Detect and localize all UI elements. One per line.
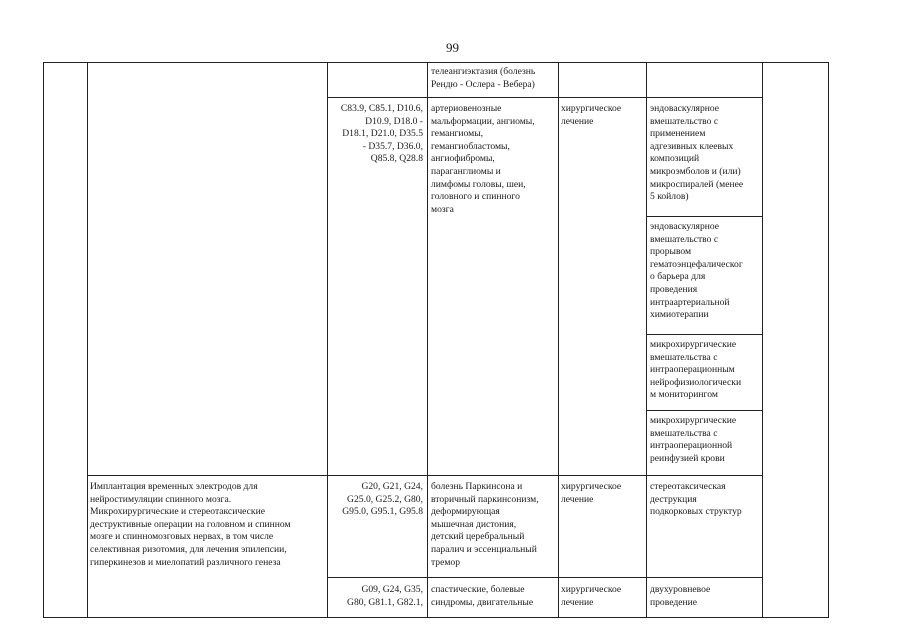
column-divider [87, 62, 88, 618]
method-cell: микрохирургические вмешательства с интраоперационным нейрофизиологически м мониторингом [650, 339, 742, 401]
icd-codes-cell: C83.9, C85.1, D10.6, D10.9, D18.0 - D18.1, D21.0, D35.5 - D35.7, D36.0, Q85.8, Q28.8 [340, 103, 423, 165]
method-cell: эндоваскулярное вмешательство с применением адгезивных клеевых композиций микроэмболов и (или) микроспиралей (менее 5 койлов) [650, 103, 744, 203]
procedure-group-cell: Имплантация временных электродов для нейростимуляции спинного мозга. Микрохирургические и стереотаксические деструктивные операции на головном и спинном мозге и спинномозговых нервах, в том числе селективная ризотомия, для лечения эпилепсии, гиперкинезов и миелопатий различного генеза [90, 481, 291, 568]
treatment-cell: хирургическое лечение [561, 103, 622, 127]
column-divider [646, 62, 647, 618]
page-number: 99 [446, 40, 459, 55]
column-divider [427, 62, 428, 618]
disease-cell: болезнь Паркинсона и вторичный паркинсонизм, деформирующая мышечная дистония, детский церебральный паралич и эссенциальный тремор [431, 481, 539, 568]
treatment-cell: хирургическое лечение [561, 584, 622, 608]
method-cell: двухуровневое проведение [650, 584, 711, 608]
row-divider [646, 216, 763, 217]
disease-cell-continuation: телеангиэктазия (болезнь Рендю - Ослера - Вебера) [431, 66, 536, 90]
row-divider [646, 410, 763, 411]
method-cell: микрохирургические вмешательства с интраоперационной реинфузией крови [650, 415, 737, 464]
column-divider [327, 62, 328, 618]
column-divider [762, 62, 763, 618]
table-border-left [43, 62, 44, 618]
column-divider [558, 62, 559, 618]
row-divider [327, 577, 763, 578]
disease-cell: спастические, болевые синдромы, двигательные [431, 584, 534, 608]
row-divider [646, 334, 763, 335]
table-border-bottom [43, 617, 829, 618]
icd-codes-cell: G20, G21, G24, G25.0, G25.2, G80, G95.0, G95.1, G95.8 [342, 481, 423, 518]
treatment-cell: хирургическое лечение [561, 481, 622, 505]
disease-cell: артериовенозные мальформации, ангиомы, гемангиомы, гемангиобластомы, ангиофибромы, параганглиомы и лимфомы головы, шеи, головного и спинного мозга [431, 103, 535, 215]
row-divider [87, 475, 763, 476]
method-cell: стереотаксическая деструкция подкорковых структур [650, 481, 742, 518]
icd-codes-cell: G09, G24, G35, G80, G81.1, G82.1, [347, 584, 423, 608]
table-border-top [43, 62, 829, 63]
method-cell: эндоваскулярное вмешательство с прорывом гематоэнцефалическог о барьера для проведения интраартериальной химиотерапии [650, 221, 743, 321]
table-border-right [828, 62, 829, 618]
row-divider [327, 97, 763, 98]
